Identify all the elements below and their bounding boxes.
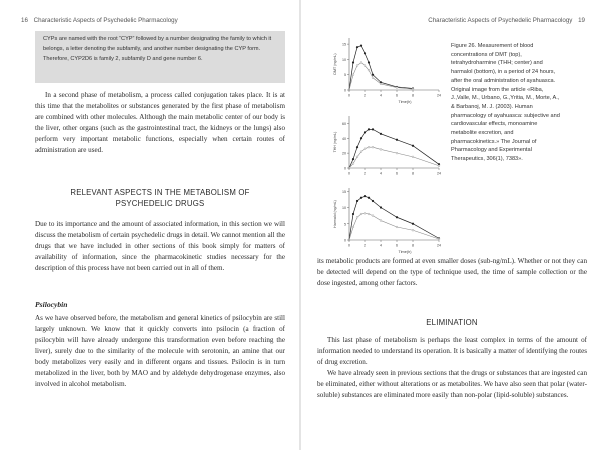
- x-tick-label: 4: [380, 243, 382, 248]
- series-line: [349, 196, 439, 240]
- data-point: [368, 128, 370, 130]
- page-number: 19: [578, 16, 585, 24]
- data-point: [364, 148, 366, 150]
- subheading: Psilocybin: [35, 300, 68, 309]
- paragraph-text: As we have observed before, the metabolism and general kinetics of psilocybin are still largely unknown. We know that it quickly converts into psilocin (a fraction of psilocybin will have already undergone this transformation even before reaching the liver), surely due to the similarity of the molecule with serotonin, an amine that our body metabolizes very easily and in different organs and tissues. Psilocin is in turn metabolized in the liver, both by MAO and by aldehyde dehydrogenase enzymes, also involved in alcohol metabolism.: [35, 314, 285, 388]
- data-point: [356, 156, 358, 158]
- y-tick-label: 5: [344, 73, 346, 78]
- running-head-title: Characteristic Aspects of Psychedelic Pharmacology: [428, 16, 573, 24]
- x-tick-label: 8: [412, 243, 414, 248]
- left-page: [5, 0, 295, 450]
- data-point: [364, 195, 366, 197]
- series-line: [349, 147, 439, 168]
- data-point: [412, 229, 414, 231]
- data-point: [396, 87, 398, 89]
- paragraph: [35, 219, 285, 274]
- paragraph: [35, 313, 285, 390]
- x-tick-label: 24: [437, 243, 441, 248]
- x-tick-label: 4: [380, 93, 382, 98]
- data-point: [412, 156, 414, 158]
- y-axis-label: Harmalol (ng/mL): [333, 200, 337, 228]
- data-point: [368, 197, 370, 199]
- x-tick-label: 6: [396, 171, 398, 176]
- data-point: [356, 46, 358, 48]
- chart-harmalol: [307, 180, 447, 260]
- data-point: [372, 77, 374, 79]
- running-head: [17, 15, 289, 25]
- data-point: [360, 151, 362, 153]
- paragraph-text: Due to its importance and the amount of associated information, in this section we will discuss the metabolism of certain psychedelic drugs in detail. We cannot mention all the drugs that we have included in other sections of this book simply for matters of availability of information, since the pharmacokinetic studies necessary for the description of this process have not been carried out in all of them.: [35, 220, 285, 272]
- section-heading-line: RELEVANT ASPECTS IN THE METABOLISM OF: [70, 188, 250, 197]
- data-point: [364, 52, 366, 54]
- data-point: [412, 223, 414, 225]
- data-point: [352, 61, 354, 63]
- y-tick-label: 0: [344, 238, 346, 243]
- data-point: [380, 206, 382, 208]
- data-point: [368, 69, 370, 71]
- x-tick-label: 8: [412, 93, 414, 98]
- data-point: [364, 65, 366, 67]
- data-point: [396, 216, 398, 218]
- data-point: [356, 216, 358, 218]
- x-tick-label: 24: [437, 171, 441, 176]
- y-tick-label: 0: [344, 88, 346, 93]
- data-point: [352, 74, 354, 76]
- series-line: [349, 213, 439, 240]
- data-point: [380, 149, 382, 151]
- data-point: [352, 213, 354, 215]
- data-point: [352, 158, 354, 160]
- y-tick-label: 0: [344, 166, 346, 171]
- info-box-text: CYPs are named with the root “CYP” followed by a number designating the family to which it belongs, a letter denoting the subfamily, and another number designating the CYP form. Therefore, CYP2D6 is family 2, subfamily D and gene number 6.: [43, 36, 272, 62]
- data-point: [368, 146, 370, 148]
- y-axis-label: THH (ng/mL): [333, 131, 337, 153]
- x-tick-label: 6: [396, 243, 398, 248]
- y-tick-label: 10: [342, 57, 346, 62]
- data-point: [380, 83, 382, 85]
- x-tick-label: 2: [364, 243, 366, 248]
- data-point: [360, 197, 362, 199]
- info-box: [35, 31, 285, 83]
- data-point: [438, 165, 440, 167]
- page-header-left: [17, 17, 178, 24]
- data-point: [412, 145, 414, 147]
- x-tick-label: 8: [412, 171, 414, 176]
- section-heading: [35, 187, 285, 209]
- data-point: [372, 128, 374, 130]
- chart-svg: [307, 30, 447, 110]
- data-point: [360, 45, 362, 47]
- x-axis-label: Time(h): [398, 100, 412, 104]
- section-heading: ELIMINATION: [426, 318, 478, 327]
- page-gutter: [299, 0, 301, 450]
- y-tick-label: 60: [342, 121, 346, 126]
- x-tick-label: 0: [348, 93, 350, 98]
- x-tick-label: 4: [380, 171, 382, 176]
- data-point: [348, 239, 350, 241]
- data-point: [368, 61, 370, 63]
- x-axis-label: Time(h): [398, 250, 412, 254]
- data-point: [380, 133, 382, 135]
- data-point: [438, 238, 440, 240]
- data-point: [352, 226, 354, 228]
- y-tick-label: 15: [342, 189, 346, 194]
- y-tick-label: 15: [342, 42, 346, 47]
- y-tick-label: 10: [342, 206, 346, 210]
- paragraph-text: In a second phase of metabolism, a process called conjugation takes place. It is at this time that the metabolites or substances generated by the first phase of metabolism are combined with other molecules. Although the main metabolic center of our body is the liver, other organs (such as the gastrointestinal tract, the kidneys or the lungs) also perform very important metabolic functions, especially when certain routes of administration are used.: [35, 91, 285, 154]
- page-header-right: [428, 17, 589, 24]
- data-point: [412, 88, 414, 90]
- paragraph: [317, 335, 587, 368]
- data-point: [380, 220, 382, 222]
- data-point: [396, 139, 398, 141]
- paragraph-text: We have already seen in previous sections that the drugs or substances that are ingested can be eliminated, either without alterations or as metabolites. We have also seen that polar (water-soluble) substances are eliminated more easily than non-polar (lipid-soluble) substances.: [317, 369, 587, 399]
- data-point: [360, 137, 362, 139]
- paragraph: [317, 256, 587, 289]
- paragraph: [35, 90, 285, 156]
- x-tick-label: 2: [364, 93, 366, 98]
- chart-svg: [307, 180, 447, 260]
- data-point: [348, 89, 350, 91]
- y-axis-label: DMT (ng/mL): [333, 53, 337, 75]
- y-tick-label: 5: [344, 222, 346, 227]
- right-page: [307, 0, 597, 450]
- data-point: [348, 167, 350, 169]
- paragraph: [317, 368, 587, 401]
- x-tick-label: 0: [348, 171, 350, 176]
- paragraph-text: This last phase of metabolism is perhaps the least complex in terms of the amount of information needed to understand its operation. It is basically a matter of identifying the routes of drug excretion.: [317, 336, 587, 366]
- section-heading-line: PSYCHEDELIC DRUGS: [115, 199, 205, 208]
- caption-text: Figure 26. Measurement of blood concentrations of DMT (top), tetrahydroharmine (THH; center) and harmalol (bottom), in a period of 24 hours, after the oral administration of ayahuasca. Original image from the article «Riba, J.,Valle, M., Urbano, G.,Yritia, M., Morte, A., & Barbanoj, M. J. (2003). Human pharmacology of ayahuasca: subjective and cardiovascular effects, monoamine metabolite excretion, and pharmacokinetics.» The Journal of Pharmacology and Experimental Therapeutics, 306(1), 7383».: [451, 43, 560, 163]
- running-head: [317, 15, 589, 25]
- data-point: [372, 215, 374, 217]
- data-point: [356, 200, 358, 202]
- data-point: [372, 74, 374, 76]
- data-point: [372, 146, 374, 148]
- data-point: [368, 213, 370, 215]
- page-number: 16: [21, 16, 28, 24]
- series-line: [349, 129, 439, 168]
- chart-thh: [307, 108, 447, 188]
- data-point: [396, 226, 398, 228]
- data-point: [352, 163, 354, 165]
- data-point: [364, 212, 366, 214]
- data-point: [360, 213, 362, 215]
- paragraph-text: its metabolic products are formed at even smaller doses (sub-ng/mL). Whether or not they can be detected will depend on the type of technique used, the time of sample collection or the dose ingested, among other factors.: [317, 257, 587, 287]
- chart-dmt: [307, 30, 447, 110]
- chart-svg: [307, 108, 447, 188]
- data-point: [356, 146, 358, 148]
- data-point: [360, 62, 362, 64]
- figure-caption: [451, 42, 561, 164]
- x-tick-label: 0: [348, 243, 350, 248]
- data-point: [364, 131, 366, 133]
- series-line: [349, 62, 413, 90]
- y-tick-label: 20: [342, 151, 346, 156]
- y-tick-label: 40: [342, 136, 346, 141]
- running-head-title: Characteristic Aspects of Psychedelic Pharmacology: [33, 16, 178, 24]
- data-point: [372, 200, 374, 202]
- data-point: [356, 65, 358, 67]
- x-tick-label: 2: [364, 171, 366, 176]
- x-tick-label: 6: [396, 93, 398, 98]
- data-point: [396, 152, 398, 154]
- x-tick-label: 24: [437, 93, 441, 98]
